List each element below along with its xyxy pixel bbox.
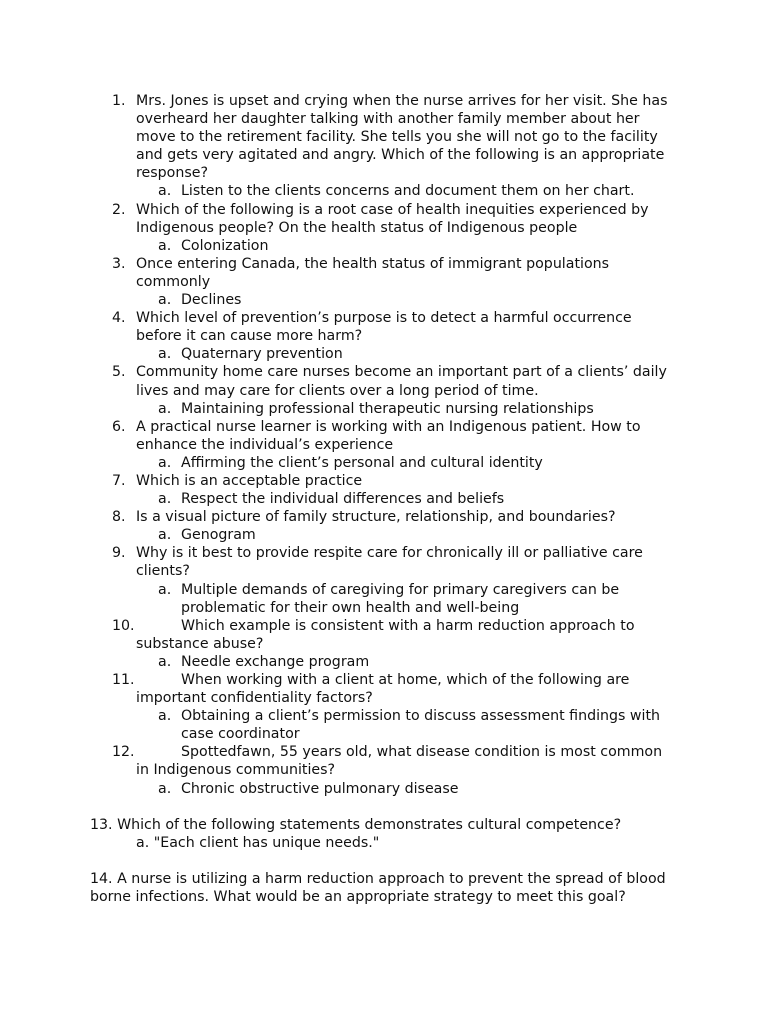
answer-12 <box>0 780 676 798</box>
question-8 <box>0 508 676 526</box>
question-number: 12. <box>112 744 135 761</box>
answer-letter: a. <box>158 780 172 797</box>
answer-1 <box>0 182 676 200</box>
question-text: Once entering Canada, the health status of immigrant populations commonly <box>136 255 610 290</box>
question-11 <box>0 671 676 707</box>
question-5 <box>0 363 676 399</box>
answer-letter: a. <box>158 708 172 725</box>
answer-text: Listen to the clients concerns and document them on her chart. <box>181 183 635 200</box>
answer-text: Multiple demands of caregiving for primary caregivers can be problematic for their own health and well-being <box>181 581 620 616</box>
question-number: 8. <box>112 509 126 526</box>
answer-text: Chronic obstructive pulmonary disease <box>181 780 459 797</box>
question-7 <box>0 472 676 490</box>
question-1 <box>0 92 676 182</box>
question-text: Why is it best to provide respite care for chronically ill or palliative care clients? <box>136 545 643 580</box>
answer-text: Obtaining a client’s permission to discuss assessment findings with case coordinator <box>181 708 661 743</box>
answer-2 <box>0 237 676 255</box>
question-number: 2. <box>112 201 126 218</box>
question-10 <box>0 617 676 653</box>
answer-text: Needle exchange program <box>181 653 370 670</box>
question-number: 1. <box>112 93 126 109</box>
question-14: 14. A nurse is utilizing a harm reduction approach to prevent the spread of blood borne infections. What would be an appropriate strategy to meet this goal? <box>90 871 666 906</box>
answer-letter: a. <box>158 292 172 309</box>
question-13: 13. Which of the following statements demonstrates cultural competence? <box>90 816 622 833</box>
answer-text: Genogram <box>181 527 256 544</box>
answer-8 <box>0 526 676 544</box>
question-text: Mrs. Jones is upset and crying when the nurse arrives for her visit. She has overheard her daughter talking with another family member about her move to the retirement facility. She tells you she will not go to the facility and gets very agitated and angry. Which of the following is an appropriate response? <box>136 93 668 182</box>
question-text: Is a visual picture of family structure, relationship, and boundaries? <box>136 509 616 526</box>
answer-letter: a. <box>158 491 172 508</box>
answer-letter: a. <box>158 653 172 670</box>
question-number: 3. <box>112 255 126 272</box>
answer-5 <box>0 400 676 418</box>
question-number: 9. <box>112 545 126 562</box>
question-text: When working with a client at home, which of the following are important confidentiality factors? <box>136 672 630 707</box>
answer-6 <box>0 454 676 472</box>
answer-text: Declines <box>181 292 242 309</box>
question-text: Community home care nurses become an important part of a clients’ daily lives and may care for clients over a long period of time. <box>136 364 667 399</box>
question-12 <box>0 743 676 779</box>
answer-text: Colonization <box>181 237 269 254</box>
answer-letter: a. <box>158 183 172 200</box>
document-page <box>0 92 768 906</box>
blank-line <box>0 852 768 870</box>
blank-line <box>0 798 768 816</box>
answer-letter: a. <box>158 346 172 363</box>
question-text: A practical nurse learner is working with an Indigenous patient. How to enhance the individual’s experience <box>136 418 641 453</box>
question-number: 7. <box>112 472 126 489</box>
answer-letter: a. <box>158 454 172 471</box>
answer-7 <box>0 490 676 508</box>
question-6 <box>0 418 676 454</box>
question-number: 6. <box>112 418 126 435</box>
question-3 <box>0 255 676 291</box>
answer-text: Affirming the client’s personal and cultural identity <box>181 454 543 471</box>
answer-text: Quaternary prevention <box>181 346 343 363</box>
question-text: Which level of prevention’s purpose is to detect a harmful occurrence before it can cause more harm? <box>136 310 632 345</box>
answer-text: Maintaining professional therapeutic nursing relationships <box>181 400 594 417</box>
question-number: 4. <box>112 310 126 327</box>
answer-10 <box>0 653 676 671</box>
question-text: Which of the following is a root case of health inequities experienced by Indigenous people? On the health status of Indigenous people <box>136 201 649 236</box>
question-number: 5. <box>112 364 126 381</box>
question-4 <box>0 309 676 345</box>
answer-letter: a. <box>158 237 172 254</box>
question-text: Which example is consistent with a harm reduction approach to substance abuse? <box>136 617 635 652</box>
answer-3 <box>0 291 676 309</box>
question-2 <box>0 201 676 237</box>
question-number: 10. <box>112 617 135 634</box>
answer-9 <box>0 581 676 617</box>
answer-text: Respect the individual differences and beliefs <box>181 491 505 508</box>
answer-letter: a. <box>158 581 172 598</box>
answer-13: a. "Each client has unique needs." <box>136 834 380 851</box>
answer-11 <box>0 707 676 743</box>
question-text: Spottedfawn, 55 years old, what disease condition is most common in Indigenous communities? <box>136 744 663 779</box>
question-number: 11. <box>112 672 135 688</box>
answer-letter: a. <box>158 400 172 417</box>
question-text: Which is an acceptable practice <box>136 472 363 489</box>
question-9 <box>0 544 676 580</box>
answer-4 <box>0 345 676 363</box>
answer-letter: a. <box>158 527 172 544</box>
